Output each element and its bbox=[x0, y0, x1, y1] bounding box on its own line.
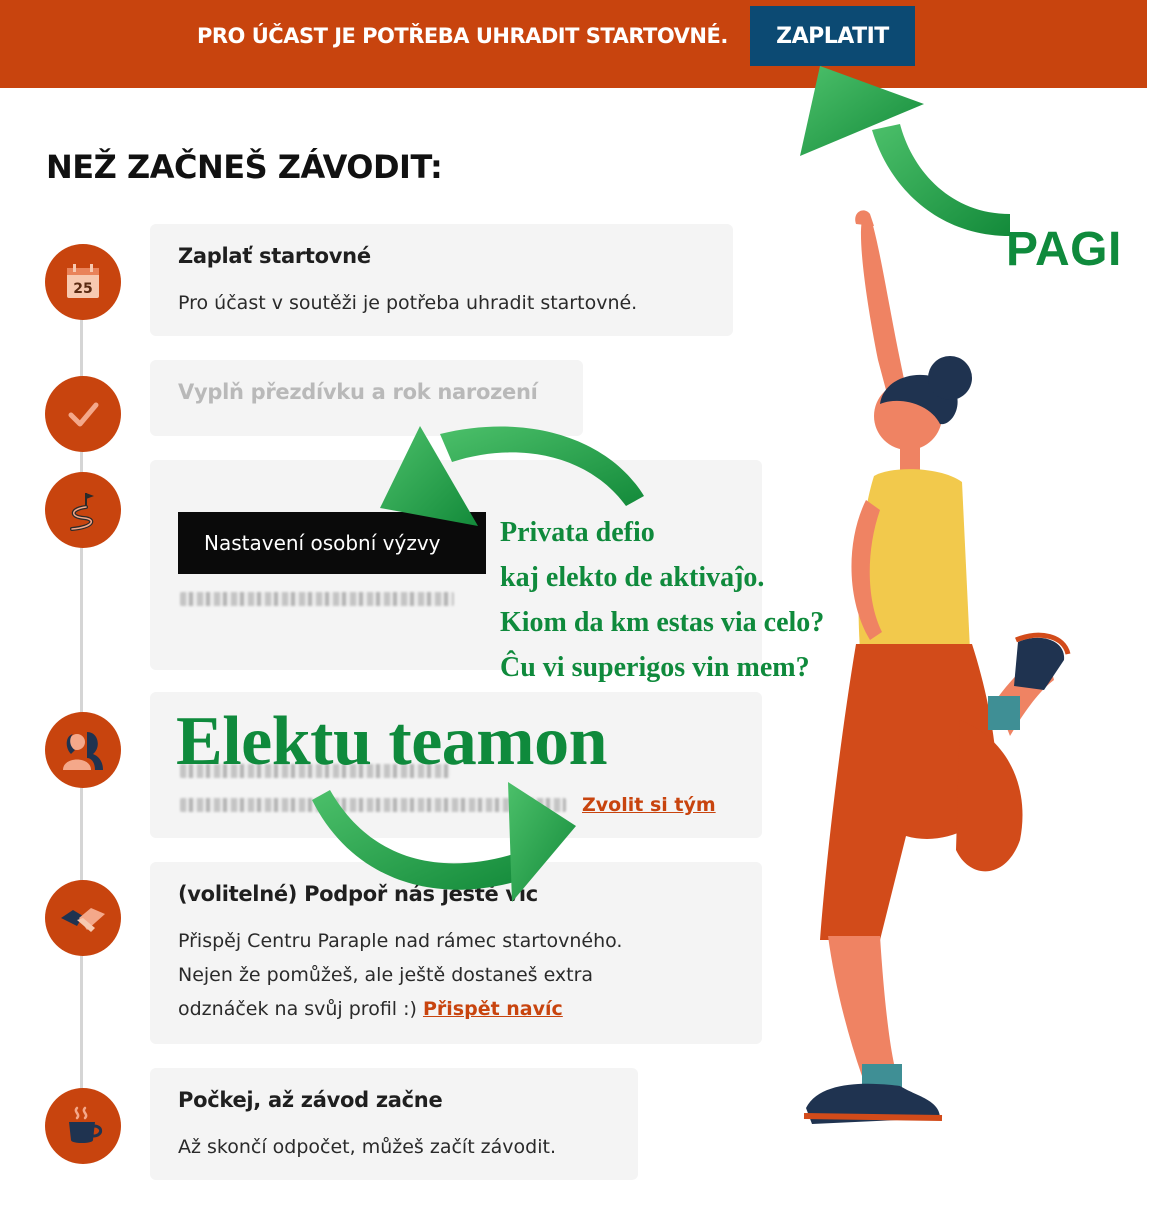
step-title: (volitelné) Podpoř nás ještě víc bbox=[178, 882, 538, 906]
calendar-day: 25 bbox=[73, 281, 93, 297]
page-heading: NEŽ ZAČNEŠ ZÁVODIT: bbox=[46, 148, 443, 186]
arrow-to-pay-button bbox=[800, 66, 1010, 236]
personal-challenge-button[interactable]: Nastavení osobní výzvy bbox=[178, 512, 486, 574]
step-title: Vyplň přezdívku a rok narození bbox=[178, 380, 538, 404]
step-text-line: Přispěj Centru Paraple nad rámec startovného. bbox=[178, 930, 623, 952]
annotation-challenge bbox=[500, 510, 824, 690]
step-text-line: Nejen že pomůžeš, ale ještě dostaneš extra bbox=[178, 964, 594, 986]
choose-team-link[interactable]: Zvolit si tým bbox=[582, 794, 716, 816]
step-text: Pro účast v soutěži je potřeba uhradit startovné. bbox=[178, 292, 638, 314]
step-text: Až skončí odpočet, můžeš začít závodit. bbox=[178, 1136, 556, 1158]
step-text-line-start: odznáček na svůj profil :) bbox=[178, 998, 417, 1020]
annotation-pay: PAGI bbox=[1006, 223, 1122, 276]
step-title: Zaplať startovné bbox=[178, 244, 371, 268]
annotation-line: Privata defio bbox=[500, 517, 655, 548]
annotation-line: kaj elekto de aktivaĵo. bbox=[500, 562, 765, 593]
pay-button[interactable]: ZAPLATIT bbox=[750, 6, 915, 66]
annotation-line: Ĉu vi superigos vin mem? bbox=[500, 652, 810, 683]
annotation-line: Kiom da km estas via celo? bbox=[500, 607, 825, 638]
arrow-to-team-link bbox=[312, 782, 576, 902]
banner-message: PRO ÚČAST JE POTŘEBA UHRADIT STARTOVNÉ. bbox=[197, 24, 728, 48]
annotation-team: Elektu teamon bbox=[176, 703, 607, 780]
step-title: Počkej, až závod začne bbox=[178, 1088, 443, 1112]
donate-extra-link[interactable]: Přispět navíc bbox=[422, 998, 563, 1020]
